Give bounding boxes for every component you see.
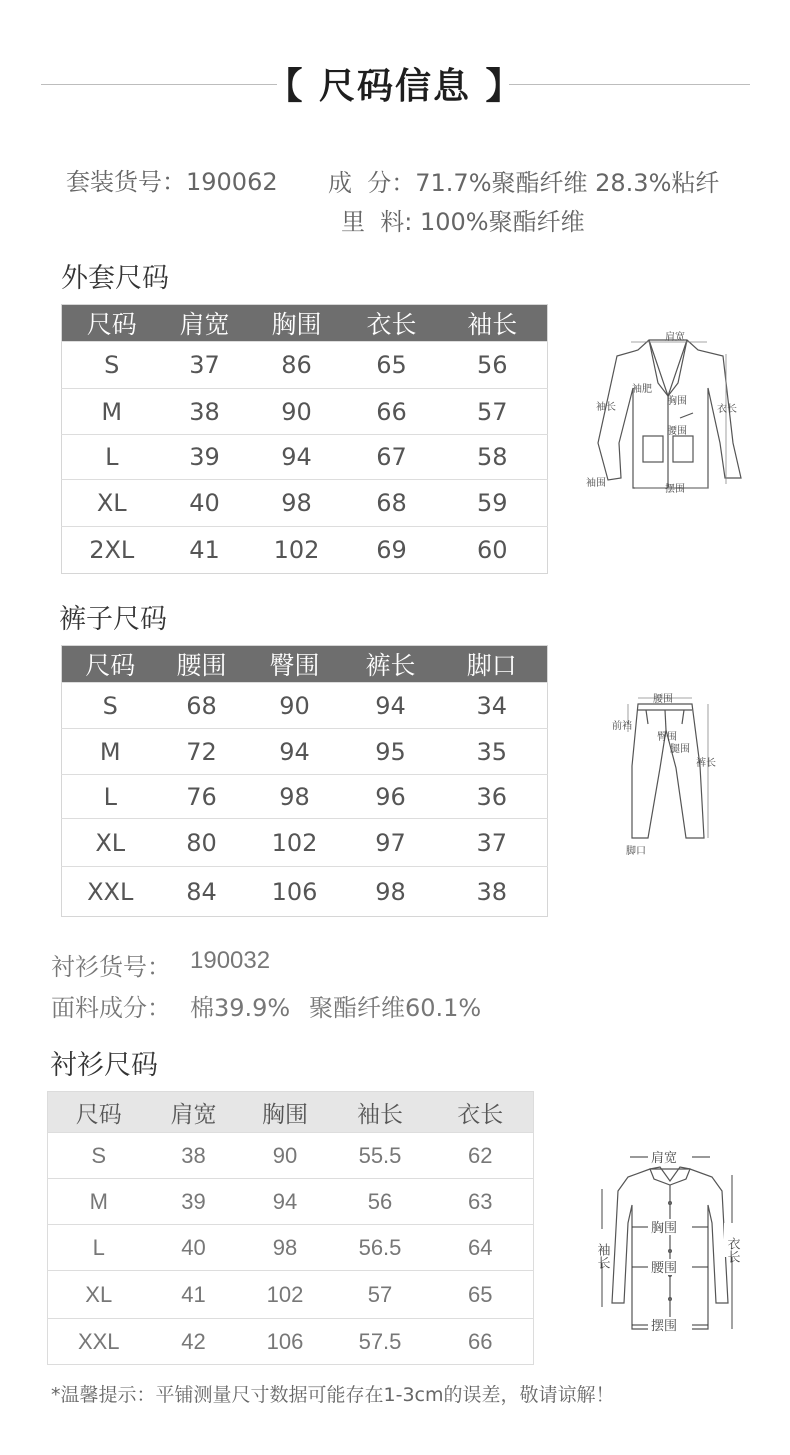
pants-label-cuff: 脚口 (626, 846, 646, 857)
column-header: 尺码 (48, 1092, 150, 1133)
column-header: 袖长 (333, 1092, 428, 1133)
shirt-size-title: 衬衫尺码 (50, 1050, 158, 1081)
measurement-cell: 80 (159, 819, 245, 867)
pants-label-waist: 腰围 (653, 694, 673, 705)
measurement-cell: 72 (159, 729, 245, 775)
measurement-cell: 98 (248, 480, 346, 527)
column-header: 腰围 (159, 646, 245, 683)
measurement-cell: 67 (346, 435, 438, 480)
measurement-cell: 102 (245, 819, 345, 867)
pants-label-front-rise: 前裆 (612, 721, 632, 732)
shirt-item-number-value: 190032 (190, 947, 271, 974)
jacket-size-table (61, 304, 548, 574)
measurement-cell: 98 (238, 1225, 333, 1271)
pants-size-title: 裤子尺码 (59, 604, 167, 635)
jacket-diagram (583, 328, 753, 498)
size-cell: XXL (62, 867, 159, 917)
suit-item-number (66, 162, 278, 197)
table-row (62, 480, 548, 527)
measurement-cell: 65 (428, 1271, 534, 1319)
suit-composition-label: 成 分： (328, 169, 416, 197)
measurement-cell: 40 (162, 480, 248, 527)
measurement-cell: 98 (245, 775, 345, 819)
column-header: 尺码 (62, 305, 162, 342)
shirt-label-shoulder: 肩宽 (651, 1151, 678, 1166)
measurement-cell: 39 (150, 1179, 238, 1225)
suit-item-number-label: 套装货号： (66, 168, 186, 196)
size-cell: M (48, 1179, 150, 1225)
measurement-cell: 57.5 (333, 1319, 428, 1365)
measurement-cell: 63 (428, 1179, 534, 1225)
table-row (62, 342, 548, 389)
column-header: 臀围 (245, 646, 345, 683)
suit-lining (341, 202, 585, 237)
table-row (48, 1271, 534, 1319)
column-header: 尺码 (62, 646, 159, 683)
column-header: 衣长 (428, 1092, 534, 1133)
measurement-cell: 106 (245, 867, 345, 917)
column-header: 肩宽 (162, 305, 248, 342)
measurement-cell: 38 (437, 867, 548, 917)
measurement-cell: 69 (346, 527, 438, 574)
measurement-cell: 86 (248, 342, 346, 389)
size-cell: S (62, 342, 162, 389)
column-header: 袖长 (438, 305, 548, 342)
measurement-cell: 106 (238, 1319, 333, 1365)
shirt-diagram (590, 1143, 750, 1339)
column-header: 裤长 (345, 646, 437, 683)
suit-lining-label: 里 料: (341, 208, 413, 236)
shirt-label-hem: 摆围 (651, 1319, 678, 1334)
measurement-cell: 37 (437, 819, 548, 867)
size-cell: L (62, 775, 159, 819)
size-cell: XL (48, 1271, 150, 1319)
measurement-cell: 68 (346, 480, 438, 527)
size-cell: XXL (48, 1319, 150, 1365)
measurement-cell: 57 (438, 389, 548, 435)
shirt-item-number-label: 衬衫货号： (51, 953, 171, 981)
measurement-cell: 66 (428, 1319, 534, 1365)
page-title: 【 尺码信息 】 (266, 66, 524, 107)
size-cell: M (62, 729, 159, 775)
measurement-cell: 102 (248, 527, 346, 574)
table-row (62, 435, 548, 480)
size-cell: XL (62, 480, 162, 527)
suit-composition-value: 71.7%聚酯纤维 28.3%粘纤 (415, 169, 720, 197)
size-cell: 2XL (62, 527, 162, 574)
table-header-row (62, 646, 548, 683)
size-cell: L (48, 1225, 150, 1271)
jacket-label-cuff: 袖围 (586, 478, 606, 489)
measurement-cell: 38 (162, 389, 248, 435)
measurement-cell: 36 (437, 775, 548, 819)
column-header: 衣长 (346, 305, 438, 342)
measurement-cell: 98 (345, 867, 437, 917)
measurement-cell: 102 (238, 1271, 333, 1319)
measurement-cell: 58 (438, 435, 548, 480)
measurement-cell: 57 (333, 1271, 428, 1319)
jacket-label-shoulder: 肩宽 (665, 332, 685, 343)
table-row (62, 819, 548, 867)
size-cell: XL (62, 819, 159, 867)
table-row (48, 1133, 534, 1179)
jacket-label-length: 衣长 (717, 404, 737, 415)
measurement-cell: 55.5 (333, 1133, 428, 1179)
measurement-cell: 56 (438, 342, 548, 389)
measurement-cell: 56.5 (333, 1225, 428, 1271)
size-cell: S (48, 1133, 150, 1179)
shirt-fabric-polyester: 聚酯纤维60.1% (309, 994, 482, 1022)
pants-label-thigh: 腿围 (670, 744, 690, 755)
measurement-cell: 90 (238, 1133, 333, 1179)
measurement-cell: 41 (150, 1271, 238, 1319)
measurement-cell: 42 (150, 1319, 238, 1365)
jacket-diagram-labels (586, 330, 737, 495)
table-row (62, 729, 548, 775)
table-row (62, 389, 548, 435)
table-header-row (62, 305, 548, 342)
measurement-note: *温馨提示：平铺测量尺寸数据可能存在1-3cm的误差，敬请谅解！ (51, 1384, 615, 1406)
measurement-cell: 40 (150, 1225, 238, 1271)
measurement-cell: 94 (345, 683, 437, 729)
measurement-cell: 94 (248, 435, 346, 480)
table-row (48, 1179, 534, 1225)
shirt-fabric-label: 面料成分： (51, 994, 171, 1022)
shirt-size-table (47, 1091, 534, 1365)
measurement-cell: 76 (159, 775, 245, 819)
measurement-cell: 68 (159, 683, 245, 729)
shirt-label-length: 衣长 (724, 1237, 740, 1263)
table-row (62, 683, 548, 729)
shirt-label-sleeve: 袖长 (594, 1243, 610, 1269)
shirt-fabric (51, 988, 171, 1023)
measurement-cell: 97 (345, 819, 437, 867)
jacket-label-waist: 腰围 (667, 426, 687, 437)
measurement-cell: 84 (159, 867, 245, 917)
measurement-cell: 66 (346, 389, 438, 435)
measurement-cell: 95 (345, 729, 437, 775)
table-row (62, 527, 548, 574)
shirt-fabric-cotton: 棉39.9% (190, 994, 291, 1022)
shirt-label-waist: 腰围 (651, 1261, 678, 1276)
table-row (62, 867, 548, 917)
measurement-cell: 90 (245, 683, 345, 729)
measurement-cell: 60 (438, 527, 548, 574)
size-cell: M (62, 389, 162, 435)
measurement-cell: 62 (428, 1133, 534, 1179)
measurement-cell: 34 (437, 683, 548, 729)
measurement-cell: 37 (162, 342, 248, 389)
measurement-cell: 90 (248, 389, 346, 435)
jacket-label-sleeve-width: 袖肥 (632, 384, 652, 395)
size-cell: S (62, 683, 159, 729)
measurement-cell: 59 (438, 480, 548, 527)
suit-composition (328, 163, 719, 198)
size-cell: L (62, 435, 162, 480)
column-header: 胸围 (248, 305, 346, 342)
table-row (48, 1225, 534, 1271)
jacket-size-title: 外套尺码 (61, 263, 169, 294)
suit-lining-value: 100%聚酯纤维 (419, 208, 585, 236)
measurement-cell: 41 (162, 527, 248, 574)
measurement-cell: 94 (245, 729, 345, 775)
measurement-cell: 35 (437, 729, 548, 775)
measurement-cell: 64 (428, 1225, 534, 1271)
pants-diagram (608, 688, 728, 860)
column-header: 胸围 (238, 1092, 333, 1133)
measurement-cell: 39 (162, 435, 248, 480)
measurement-cell: 56 (333, 1179, 428, 1225)
column-header: 肩宽 (150, 1092, 238, 1133)
measurement-cell: 65 (346, 342, 438, 389)
pants-label-length: 裤长 (696, 758, 716, 769)
shirt-item-number (51, 947, 171, 982)
table-row (48, 1319, 534, 1365)
table-row (62, 775, 548, 819)
pants-label-hip: 臀围 (657, 732, 677, 743)
table-header-row (48, 1092, 534, 1133)
measurement-cell: 96 (345, 775, 437, 819)
shirt-label-chest: 胸围 (651, 1221, 678, 1236)
suit-item-number-value: 190062 (186, 168, 278, 196)
measurement-cell: 94 (238, 1179, 333, 1225)
jacket-label-sleeve-length: 袖长 (596, 402, 616, 413)
jacket-label-chest: 胸围 (667, 396, 687, 407)
jacket-label-hem: 摆围 (665, 484, 685, 495)
pants-size-table (61, 645, 548, 917)
column-header: 脚口 (437, 646, 548, 683)
measurement-cell: 38 (150, 1133, 238, 1179)
